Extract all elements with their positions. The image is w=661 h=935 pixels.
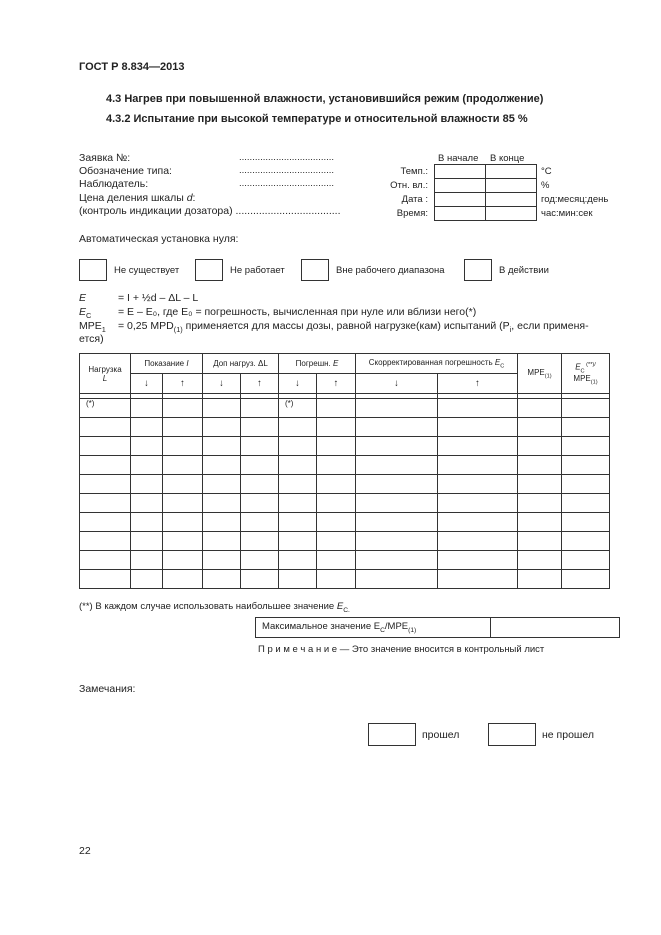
table-cell[interactable]	[356, 456, 438, 475]
passed-checkbox[interactable]	[368, 723, 416, 746]
request-label: Заявка №:	[79, 152, 131, 164]
table-cell[interactable]	[518, 513, 562, 532]
table-cell[interactable]	[131, 532, 163, 551]
max-value-cell[interactable]	[491, 618, 620, 638]
table-cell[interactable]	[562, 456, 610, 475]
header-ratio: $E_C$ (**)/ $MPE_{(1)}$	[562, 354, 610, 394]
table-cell[interactable]	[356, 570, 438, 589]
load-cell[interactable]: (*)	[80, 399, 131, 418]
humidity-end-cell[interactable]	[486, 179, 537, 193]
table-cell[interactable]	[518, 494, 562, 513]
subsection-title: 4.3.2 Испытание при высокой температуре и относительной влажности 85 %	[106, 113, 528, 125]
table-cell[interactable]	[241, 494, 279, 513]
table-cell[interactable]	[203, 532, 241, 551]
humidity-label: Отн. вл.:	[390, 180, 428, 191]
table-cell[interactable]	[241, 532, 279, 551]
formula-ec-definition: = E – E₀, где E₀ = погрешность, вычисленная при нуле или вблизи него(*)	[118, 306, 477, 318]
arrow-up: ↑	[163, 374, 203, 394]
table-cell[interactable]	[356, 551, 438, 570]
formula-mpe-definition: = 0,25 $MPD_{(1)}$ применяется для массы дозы, равной нагрузке(кам) испытаний ($P_i$, если применя-	[118, 320, 589, 335]
date-label: Дата :	[401, 194, 428, 205]
arrow-up: ↑	[438, 374, 518, 394]
zero-option-label-3: Вне рабочего диапазона	[336, 265, 445, 276]
passed-label: прошел	[422, 729, 460, 741]
arrow-down: ↓	[356, 374, 438, 394]
table-cell[interactable]	[562, 570, 610, 589]
table-cell[interactable]	[317, 570, 356, 589]
table-cell[interactable]	[203, 418, 241, 437]
table-cell[interactable]	[317, 494, 356, 513]
time-label: Время:	[396, 208, 428, 219]
table-cell[interactable]	[80, 551, 131, 570]
zero-option-label-1: Не существует	[114, 265, 180, 276]
temp-end-cell[interactable]	[486, 165, 537, 179]
table-cell[interactable]	[438, 513, 518, 532]
table-cell[interactable]	[356, 475, 438, 494]
table-row	[80, 437, 610, 456]
table-cell[interactable]	[279, 418, 317, 437]
table-cell[interactable]	[518, 456, 562, 475]
table-cell[interactable]	[163, 513, 203, 532]
header-load: Нагрузка L	[80, 354, 131, 394]
table-cell[interactable]	[163, 437, 203, 456]
header-mpe: $MPE_{(1)}$	[518, 354, 562, 394]
col-end-header: В конце	[490, 153, 525, 164]
scale-division-label: Цена деления шкалы d:	[79, 192, 196, 204]
dispenser-label: (контроль индикации дозатора) ....................................	[79, 205, 341, 217]
table-cell[interactable]	[80, 437, 131, 456]
table-cell[interactable]	[241, 513, 279, 532]
date-start-cell[interactable]	[435, 193, 486, 207]
table-cell[interactable]	[518, 532, 562, 551]
table-cell[interactable]	[241, 570, 279, 589]
table-cell[interactable]	[562, 494, 610, 513]
table-cell[interactable]	[356, 513, 438, 532]
table-row	[80, 456, 610, 475]
table-cell[interactable]	[562, 437, 610, 456]
table-row	[80, 570, 610, 589]
table-cell[interactable]	[131, 551, 163, 570]
table-cell[interactable]	[80, 513, 131, 532]
formula-e-definition: = I + ½d – ΔL – L	[118, 292, 199, 304]
table-cell[interactable]	[562, 551, 610, 570]
table-cell[interactable]	[203, 570, 241, 589]
zero-option-label-2: Не работает	[230, 265, 285, 276]
table-cell[interactable]	[80, 570, 131, 589]
max-value-table	[255, 617, 620, 638]
date-end-cell[interactable]	[486, 193, 537, 207]
observer-dots[interactable]: ....................................	[239, 178, 335, 189]
temp-label: Темп.:	[400, 166, 428, 177]
zero-option-checkbox-4[interactable]	[464, 259, 492, 281]
table-cell[interactable]	[438, 475, 518, 494]
col-start-header: В начале	[438, 153, 479, 164]
table-row	[80, 399, 610, 418]
remarks-label: Замечания:	[79, 683, 136, 695]
page-number: 22	[79, 845, 91, 857]
humidity-unit: %	[541, 180, 550, 191]
zero-option-label-4: В действии	[499, 265, 549, 276]
standard-id: ГОСТ Р 8.834—2013	[79, 61, 185, 73]
table-cell[interactable]	[279, 494, 317, 513]
header-error: Погрешн. E	[279, 354, 356, 374]
arrow-up: ↑	[241, 374, 279, 394]
conditions-table	[434, 164, 537, 221]
table-cell[interactable]	[131, 494, 163, 513]
table-cell[interactable]	[356, 418, 438, 437]
error-cell[interactable]: (*)	[279, 399, 317, 418]
table-cell[interactable]	[518, 570, 562, 589]
formula-e-symbol: E	[79, 292, 87, 304]
table-cell[interactable]	[356, 494, 438, 513]
table-cell[interactable]	[317, 513, 356, 532]
zero-setting-title: Автоматическая установка нуля:	[79, 233, 239, 245]
header-corrected-error: Скорректированная погрешность $E_C$	[356, 354, 518, 374]
table-cell[interactable]	[518, 437, 562, 456]
time-unit: час:мин:сек	[541, 208, 593, 219]
table-cell[interactable]	[317, 418, 356, 437]
results-table	[79, 353, 610, 589]
table-cell[interactable]	[279, 513, 317, 532]
table-cell[interactable]	[163, 456, 203, 475]
table-row	[80, 494, 610, 513]
humidity-start-cell[interactable]	[435, 179, 486, 193]
table-row	[80, 475, 610, 494]
table-cell[interactable]	[163, 494, 203, 513]
table-cell[interactable]	[80, 494, 131, 513]
failed-label: не прошел	[542, 729, 594, 741]
temp-unit: °С	[541, 166, 552, 177]
observer-label: Наблюдатель:	[79, 178, 149, 190]
table-cell[interactable]	[241, 551, 279, 570]
table-cell[interactable]	[562, 532, 610, 551]
table-cell[interactable]	[80, 475, 131, 494]
table-cell[interactable]	[317, 475, 356, 494]
table-cell[interactable]	[131, 475, 163, 494]
formula-mpe-definition-cont: ется)	[79, 333, 104, 345]
footnote: (**) В каждом случае использовать наибольшее значение $E_{C.}$	[79, 601, 350, 614]
table-cell[interactable]	[203, 513, 241, 532]
type-dots[interactable]: ....................................	[239, 165, 335, 176]
section-title: 4.3 Нагрев при повышенной влажности, установившийся режим (продолжение)	[106, 93, 544, 105]
table-cell[interactable]	[163, 475, 203, 494]
note: П р и м е ч а н и е — Это значение вносится в контрольный лист	[258, 644, 545, 655]
table-cell[interactable]	[203, 475, 241, 494]
table-cell[interactable]	[438, 494, 518, 513]
table-cell[interactable]	[562, 418, 610, 437]
table-row	[80, 418, 610, 437]
table-cell[interactable]	[317, 532, 356, 551]
table-cell[interactable]	[80, 418, 131, 437]
table-cell[interactable]	[241, 456, 279, 475]
arrow-down: ↓	[279, 374, 317, 394]
table-cell[interactable]	[203, 551, 241, 570]
table-cell[interactable]	[241, 475, 279, 494]
table-cell[interactable]	[131, 570, 163, 589]
table-cell[interactable]	[163, 532, 203, 551]
table-cell[interactable]	[131, 418, 163, 437]
table-cell[interactable]	[356, 532, 438, 551]
table-cell[interactable]	[317, 551, 356, 570]
zero-option-checkbox-2[interactable]	[195, 259, 223, 281]
table-cell[interactable]	[279, 551, 317, 570]
table-row	[80, 551, 610, 570]
arrow-up: ↑	[317, 374, 356, 394]
table-cell[interactable]	[438, 551, 518, 570]
table-cell[interactable]	[562, 513, 610, 532]
table-cell[interactable]	[438, 570, 518, 589]
temp-start-cell[interactable]	[435, 165, 486, 179]
type-label: Обозначение типа:	[79, 165, 172, 177]
table-cell[interactable]	[279, 437, 317, 456]
table-row	[80, 532, 610, 551]
table-row	[80, 513, 610, 532]
max-value-label: Максимальное значение $E_C/MPE_{(1)}$	[256, 618, 491, 638]
formula-mpe-symbol: $MPE_1$	[79, 320, 106, 335]
table-cell[interactable]	[279, 475, 317, 494]
date-unit: год:месяц:день	[541, 194, 609, 205]
table-cell[interactable]	[518, 551, 562, 570]
table-cell[interactable]	[438, 437, 518, 456]
table-cell[interactable]	[131, 437, 163, 456]
zero-option-checkbox-3[interactable]	[301, 259, 329, 281]
time-start-cell[interactable]	[435, 207, 486, 221]
table-cell[interactable]	[279, 532, 317, 551]
table-cell[interactable]	[241, 418, 279, 437]
table-cell[interactable]	[438, 456, 518, 475]
arrow-down: ↓	[131, 374, 163, 394]
arrow-down: ↓	[203, 374, 241, 394]
table-cell[interactable]	[562, 475, 610, 494]
table-cell[interactable]	[80, 456, 131, 475]
table-cell[interactable]	[518, 418, 562, 437]
time-end-cell[interactable]	[486, 207, 537, 221]
table-cell[interactable]	[163, 551, 203, 570]
table-cell[interactable]	[241, 437, 279, 456]
table-cell[interactable]	[317, 437, 356, 456]
table-cell[interactable]	[203, 494, 241, 513]
table-cell[interactable]	[279, 570, 317, 589]
request-dots[interactable]: ....................................	[239, 152, 335, 163]
zero-option-checkbox-1[interactable]	[79, 259, 107, 281]
table-cell[interactable]	[518, 475, 562, 494]
header-reading: Показание I	[131, 354, 203, 374]
table-cell[interactable]	[80, 532, 131, 551]
table-cell[interactable]	[438, 532, 518, 551]
table-cell[interactable]	[131, 456, 163, 475]
failed-checkbox[interactable]	[488, 723, 536, 746]
table-cell[interactable]	[279, 456, 317, 475]
header-extra-load: Доп нагруз. ΔL	[203, 354, 279, 374]
formula-ec-symbol: $E_C$	[79, 306, 92, 321]
table-cell[interactable]	[163, 418, 203, 437]
table-cell[interactable]	[131, 513, 163, 532]
table-cell[interactable]	[356, 437, 438, 456]
table-cell[interactable]	[317, 456, 356, 475]
table-cell[interactable]	[203, 437, 241, 456]
table-cell[interactable]	[163, 570, 203, 589]
table-cell[interactable]	[203, 456, 241, 475]
table-cell[interactable]	[438, 418, 518, 437]
